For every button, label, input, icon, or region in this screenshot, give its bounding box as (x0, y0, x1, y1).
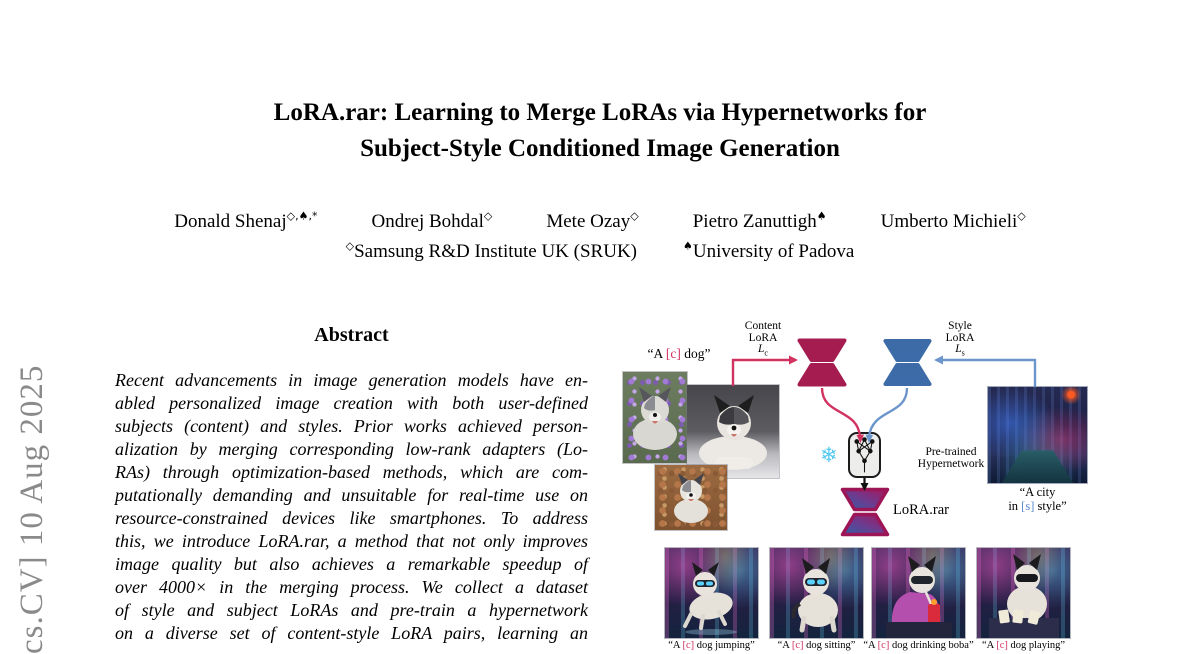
label-line: Hypernetwork (917, 458, 985, 470)
author (174, 211, 317, 233)
style-prompt (980, 485, 1095, 513)
style-reference-image (988, 387, 1087, 483)
math-symbol: L (955, 343, 962, 355)
prompt-text: “A (863, 640, 878, 651)
cyber-dog-illustration (770, 548, 863, 638)
author-affiliation-marks: ◇ (1017, 209, 1026, 223)
merged-lora-bowtie-icon (840, 487, 890, 537)
label-line: Content (744, 320, 782, 332)
abstract-section (115, 324, 588, 645)
author-affiliation-marks: ◇,♠,* (286, 209, 318, 223)
abstract-heading: Abstract (314, 324, 389, 346)
hypernetwork-label (901, 446, 1001, 470)
prompt-text: “A (647, 346, 666, 361)
generated-caption-3 (862, 640, 975, 651)
math-subscript: c (764, 348, 768, 358)
abstract-line: subjects (content) and styles. Prior works achieved person- (115, 416, 588, 436)
affiliation (683, 241, 854, 263)
content-lora-label (728, 321, 798, 359)
label-line: Pre-trained (925, 446, 977, 458)
abstract-line: alization by merging corresponding low-rank adapters (Lo- (115, 439, 588, 459)
author-affiliation-marks: ◇ (630, 209, 639, 223)
affiliation-name: University of Padova (692, 241, 855, 262)
label-line: LoRA (748, 331, 778, 344)
affiliation-mark: ♠ (683, 239, 693, 253)
prompt-text: dog playing” (1007, 640, 1066, 651)
paper-title (0, 95, 1200, 167)
abstract-line: RAs) through optimization-based methods, which are com- (115, 462, 588, 482)
paper-title-line2: Subject-Style Conditioned Image Generation (360, 135, 840, 162)
style-lora-bowtie-icon (883, 338, 932, 387)
abstract-line: Recent advancements in image generation models have en- (115, 370, 588, 390)
content-reference-photo-flowers (623, 372, 687, 463)
label-line: LoRA (945, 331, 975, 344)
content-lora-bowtie-icon (797, 338, 847, 387)
prompt-text: “A (777, 640, 792, 651)
author (881, 211, 1026, 233)
affiliation-list (0, 241, 1200, 263)
prompt-text: “A (981, 640, 997, 651)
author-name: Donald Shenaj (174, 211, 287, 232)
dog-illustration (655, 465, 727, 530)
author-list (0, 211, 1200, 233)
content-token: [c] (665, 346, 681, 361)
author-affiliation-marks: ◇ (483, 209, 493, 223)
author-name: Ondrej Bohdal (371, 211, 484, 232)
label-line: Style (948, 320, 972, 332)
neural-network-icon (850, 434, 879, 476)
author-name: Pietro Zanuttigh (692, 211, 817, 232)
author (371, 211, 492, 233)
content-token: [c] (996, 640, 1008, 651)
cyber-dog-illustration (665, 548, 758, 638)
frozen-snowflake-icon: ❄ (820, 443, 838, 467)
generated-image-1 (665, 548, 758, 638)
prompt-text: dog sitting” (803, 640, 856, 651)
content-token: [c] (682, 640, 695, 651)
abstract-line: on a diverse set of content-style LoRA pairs, learning an (115, 623, 588, 643)
content-prompt (620, 346, 738, 362)
dog-illustration (623, 372, 687, 463)
math-subscript: s (961, 348, 965, 358)
author-name: Mete Ozay (546, 211, 631, 232)
affiliation (346, 241, 637, 263)
affiliation-name: Samsung R&D Institute UK (SRUK) (354, 241, 637, 262)
author (546, 211, 638, 233)
content-token: [c] (877, 640, 890, 651)
paper-title-line1: LoRA.rar: Learning to Merge LoRAs via Hypernetworks for (273, 99, 927, 126)
cyber-dog-illustration (872, 548, 965, 638)
abstract-line: of style and subject LoRAs and pre-train a hypernetwork (115, 600, 588, 620)
generated-image-3 (872, 548, 965, 638)
prompt-text: dog drinking boba” (889, 640, 974, 651)
abstract-line: putationally demanding and unsuitable for real-time use on (115, 485, 588, 505)
arxiv-banner: cs.CV] 10 Aug 2025 (14, 364, 50, 654)
generated-image-2 (770, 548, 863, 638)
generated-caption-4 (967, 640, 1080, 651)
prompt-text: in (1008, 499, 1022, 513)
content-token: [c] (791, 640, 804, 651)
generated-caption-1 (655, 640, 768, 651)
teaser-figure (620, 318, 1100, 653)
abstract-line: image quality but also achieves a remarkable speedup of (115, 554, 588, 574)
style-lora-label (925, 321, 995, 359)
city-road-shape (1002, 450, 1073, 483)
generated-image-4 (977, 548, 1070, 638)
prompt-text: “A (668, 640, 683, 651)
cyber-dog-illustration (977, 548, 1070, 638)
abstract-line: resource-constrained devices like smartphones. To address (115, 508, 588, 528)
affiliation-mark: ◇ (345, 239, 355, 253)
prompt-text: style” (1034, 499, 1067, 513)
abstract-line: abled personalized image creation with both user-defined (115, 393, 588, 413)
author-name: Umberto Michieli (880, 211, 1018, 232)
prompt-text: “A city (1019, 485, 1056, 499)
style-token: [s] (1021, 499, 1035, 513)
prompt-text: dog jumping” (694, 640, 755, 651)
merged-lora-label: LoRA.rar (893, 502, 949, 518)
hypernetwork-box (848, 432, 881, 478)
abstract-line: this, we introduce LoRA.rar, a method that not only improves (115, 531, 588, 551)
abstract-line: over 4000× in the merging process. We collect a dataset (115, 577, 588, 597)
author (693, 211, 827, 233)
prompt-text: dog” (680, 346, 711, 361)
author-affiliation-marks: ♠ (816, 209, 827, 223)
math-symbol: L (758, 343, 765, 355)
content-reference-photo-leaves (655, 465, 727, 530)
generated-caption-2 (760, 640, 873, 651)
